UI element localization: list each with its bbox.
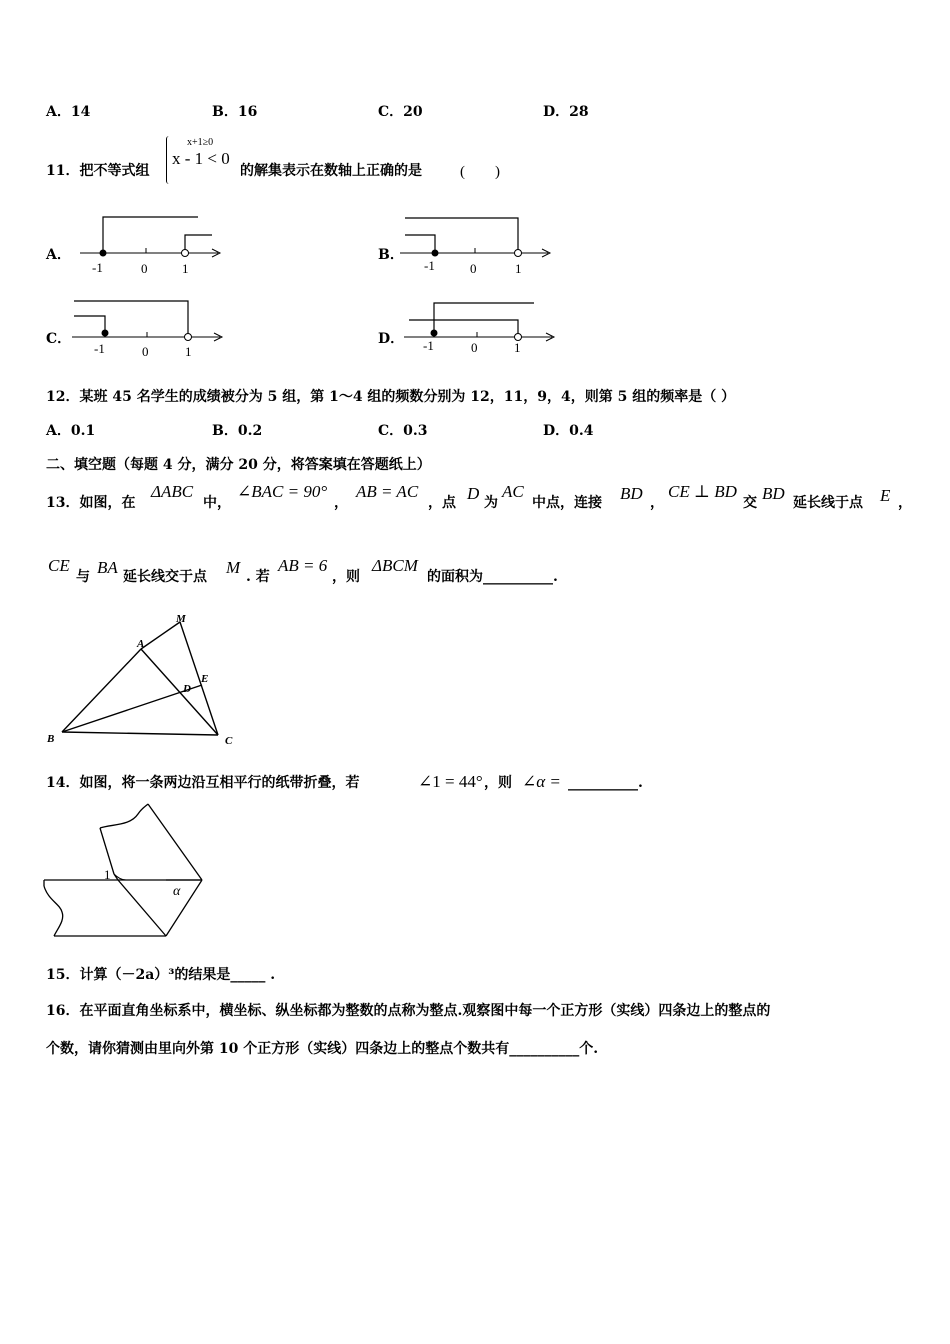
- tick-label-1: 1: [515, 261, 522, 276]
- tick-label-neg1: -1: [94, 341, 105, 356]
- q13-text-13: . 若: [246, 569, 270, 585]
- tick-label-0: 0: [471, 340, 478, 355]
- q10-option-b: B．16: [212, 104, 258, 120]
- q13-math-d: D: [467, 484, 480, 503]
- q11-option-a-label: A．: [46, 247, 71, 263]
- q13-text-11: 与: [76, 569, 90, 585]
- q13-text-14: ，则: [332, 569, 360, 585]
- q13-math-ab-ac: AB = AC: [356, 482, 419, 501]
- q13-math-triangle-bcm: ΔBCM: [372, 556, 418, 575]
- label-d: D: [183, 683, 191, 695]
- number-line-d: [404, 292, 564, 364]
- q13-math-ce-perp-bd: CE ⊥ BD: [668, 482, 737, 501]
- q11-option-b-label: B．: [378, 247, 404, 263]
- q14-text-1: 14．如图，将一条两边沿互相平行的纸带折叠，若: [46, 775, 360, 791]
- label-m: M: [176, 613, 186, 625]
- q12-option-c: C．0.3: [378, 423, 428, 439]
- q12-text: 12．某班 45 名学生的成绩被分为 5 组，第 1～4 组的频数分别为 12，11，9，4，则第 5 组的频率是（ ）: [46, 389, 736, 405]
- q11-option-d-label: D．: [378, 331, 405, 347]
- q14-math-angle-1: ∠1 = 44°: [418, 772, 483, 791]
- q11-answer-paren: ( ): [460, 164, 500, 180]
- label-a: A: [137, 638, 145, 650]
- q13-text-7: ，: [650, 495, 664, 511]
- q10-option-d: D．28: [543, 104, 589, 120]
- q13-math-ac: AC: [502, 482, 524, 501]
- q13-math-ce: CE: [48, 556, 70, 575]
- tick-label-0: 0: [141, 261, 148, 276]
- q11-system-top: x+1≥0: [187, 137, 214, 148]
- tick-label-0: 0: [142, 344, 149, 359]
- tick-label-1: 1: [182, 261, 189, 276]
- q13-math-ab-6: AB = 6: [278, 556, 328, 575]
- q13-text-10: ，: [898, 495, 912, 511]
- q14-text-3: __________.: [568, 775, 643, 791]
- q13-text-2: 中，: [203, 495, 231, 511]
- tick-label-neg1: -1: [92, 260, 103, 275]
- tick-label-neg1: -1: [424, 258, 435, 273]
- q12-option-b: B．0.2: [212, 423, 263, 439]
- q13-math-e: E: [880, 486, 891, 505]
- label-angle-1: 1: [104, 867, 111, 882]
- tick-label-1: 1: [514, 340, 521, 355]
- number-line-b: [400, 208, 560, 280]
- q13-text-1: 13．如图，在: [46, 495, 136, 511]
- q11-text-before: 11．把不等式组: [46, 163, 150, 179]
- number-line-c: [72, 292, 232, 364]
- q13-text-15: 的面积为__________.: [427, 569, 558, 585]
- q13-text-4: ，点: [428, 495, 456, 511]
- tick-label-0: 0: [470, 261, 477, 276]
- q11-text-after: 的解集表示在数轴上正确的是: [240, 163, 422, 179]
- q15-text: 15．计算（－2a）³的结果是_____ .: [46, 967, 276, 983]
- q16-line-1: 16．在平面直角坐标系中，横坐标、纵坐标都为整数的点称为整点.观察图中每一个正方形（实线）四条边上的整点的: [46, 1003, 771, 1019]
- tick-label-neg1: -1: [423, 338, 434, 353]
- q13-math-triangle-abc: ΔABC: [151, 482, 194, 501]
- number-line-a: [80, 208, 230, 280]
- q14-paper-strip-figure: [40, 800, 220, 942]
- q10-option-c: C．20: [378, 104, 423, 120]
- q12-option-d: D．0.4: [543, 423, 594, 439]
- label-b: B: [47, 733, 55, 745]
- q13-math-bd-2: BD: [762, 484, 785, 503]
- tick-label-1: 1: [185, 344, 192, 359]
- q16-line-2: 个数，请你猜测由里向外第 10 个正方形（实线）四条边上的整点个数共有__________个.: [46, 1041, 599, 1057]
- q13-math-ba: BA: [97, 558, 118, 577]
- label-c: C: [225, 735, 233, 747]
- q14-math-angle-alpha: ∠α =: [522, 772, 561, 791]
- q12-option-a: A．0.1: [46, 423, 96, 439]
- label-angle-alpha: α: [173, 884, 181, 899]
- q14-text-2: ，则: [484, 775, 512, 791]
- q13-math-m: M: [226, 558, 241, 577]
- q10-option-a: A．14: [46, 104, 91, 120]
- q13-triangle-figure: [40, 608, 250, 750]
- q13-math-angle-bac: ∠BAC = 90°: [237, 482, 328, 501]
- q13-text-6: 中点，连接: [532, 495, 602, 511]
- q13-text-3: ，: [334, 495, 348, 511]
- q13-math-bd: BD: [620, 484, 643, 503]
- q13-text-8: 交: [743, 495, 757, 511]
- q13-text-9: 延长线于点: [793, 495, 863, 511]
- q13-text-12: 延长线交于点: [123, 569, 207, 585]
- q11-option-c-label: C．: [46, 331, 72, 347]
- q11-system-brace: [166, 136, 169, 184]
- label-e: E: [201, 673, 209, 685]
- section-2-title: 二、填空题（每题 4 分，满分 20 分，将答案填在答题纸上）: [46, 457, 431, 473]
- q13-text-5: 为: [484, 495, 498, 511]
- q11-system-bottom: x - 1 < 0: [172, 149, 230, 168]
